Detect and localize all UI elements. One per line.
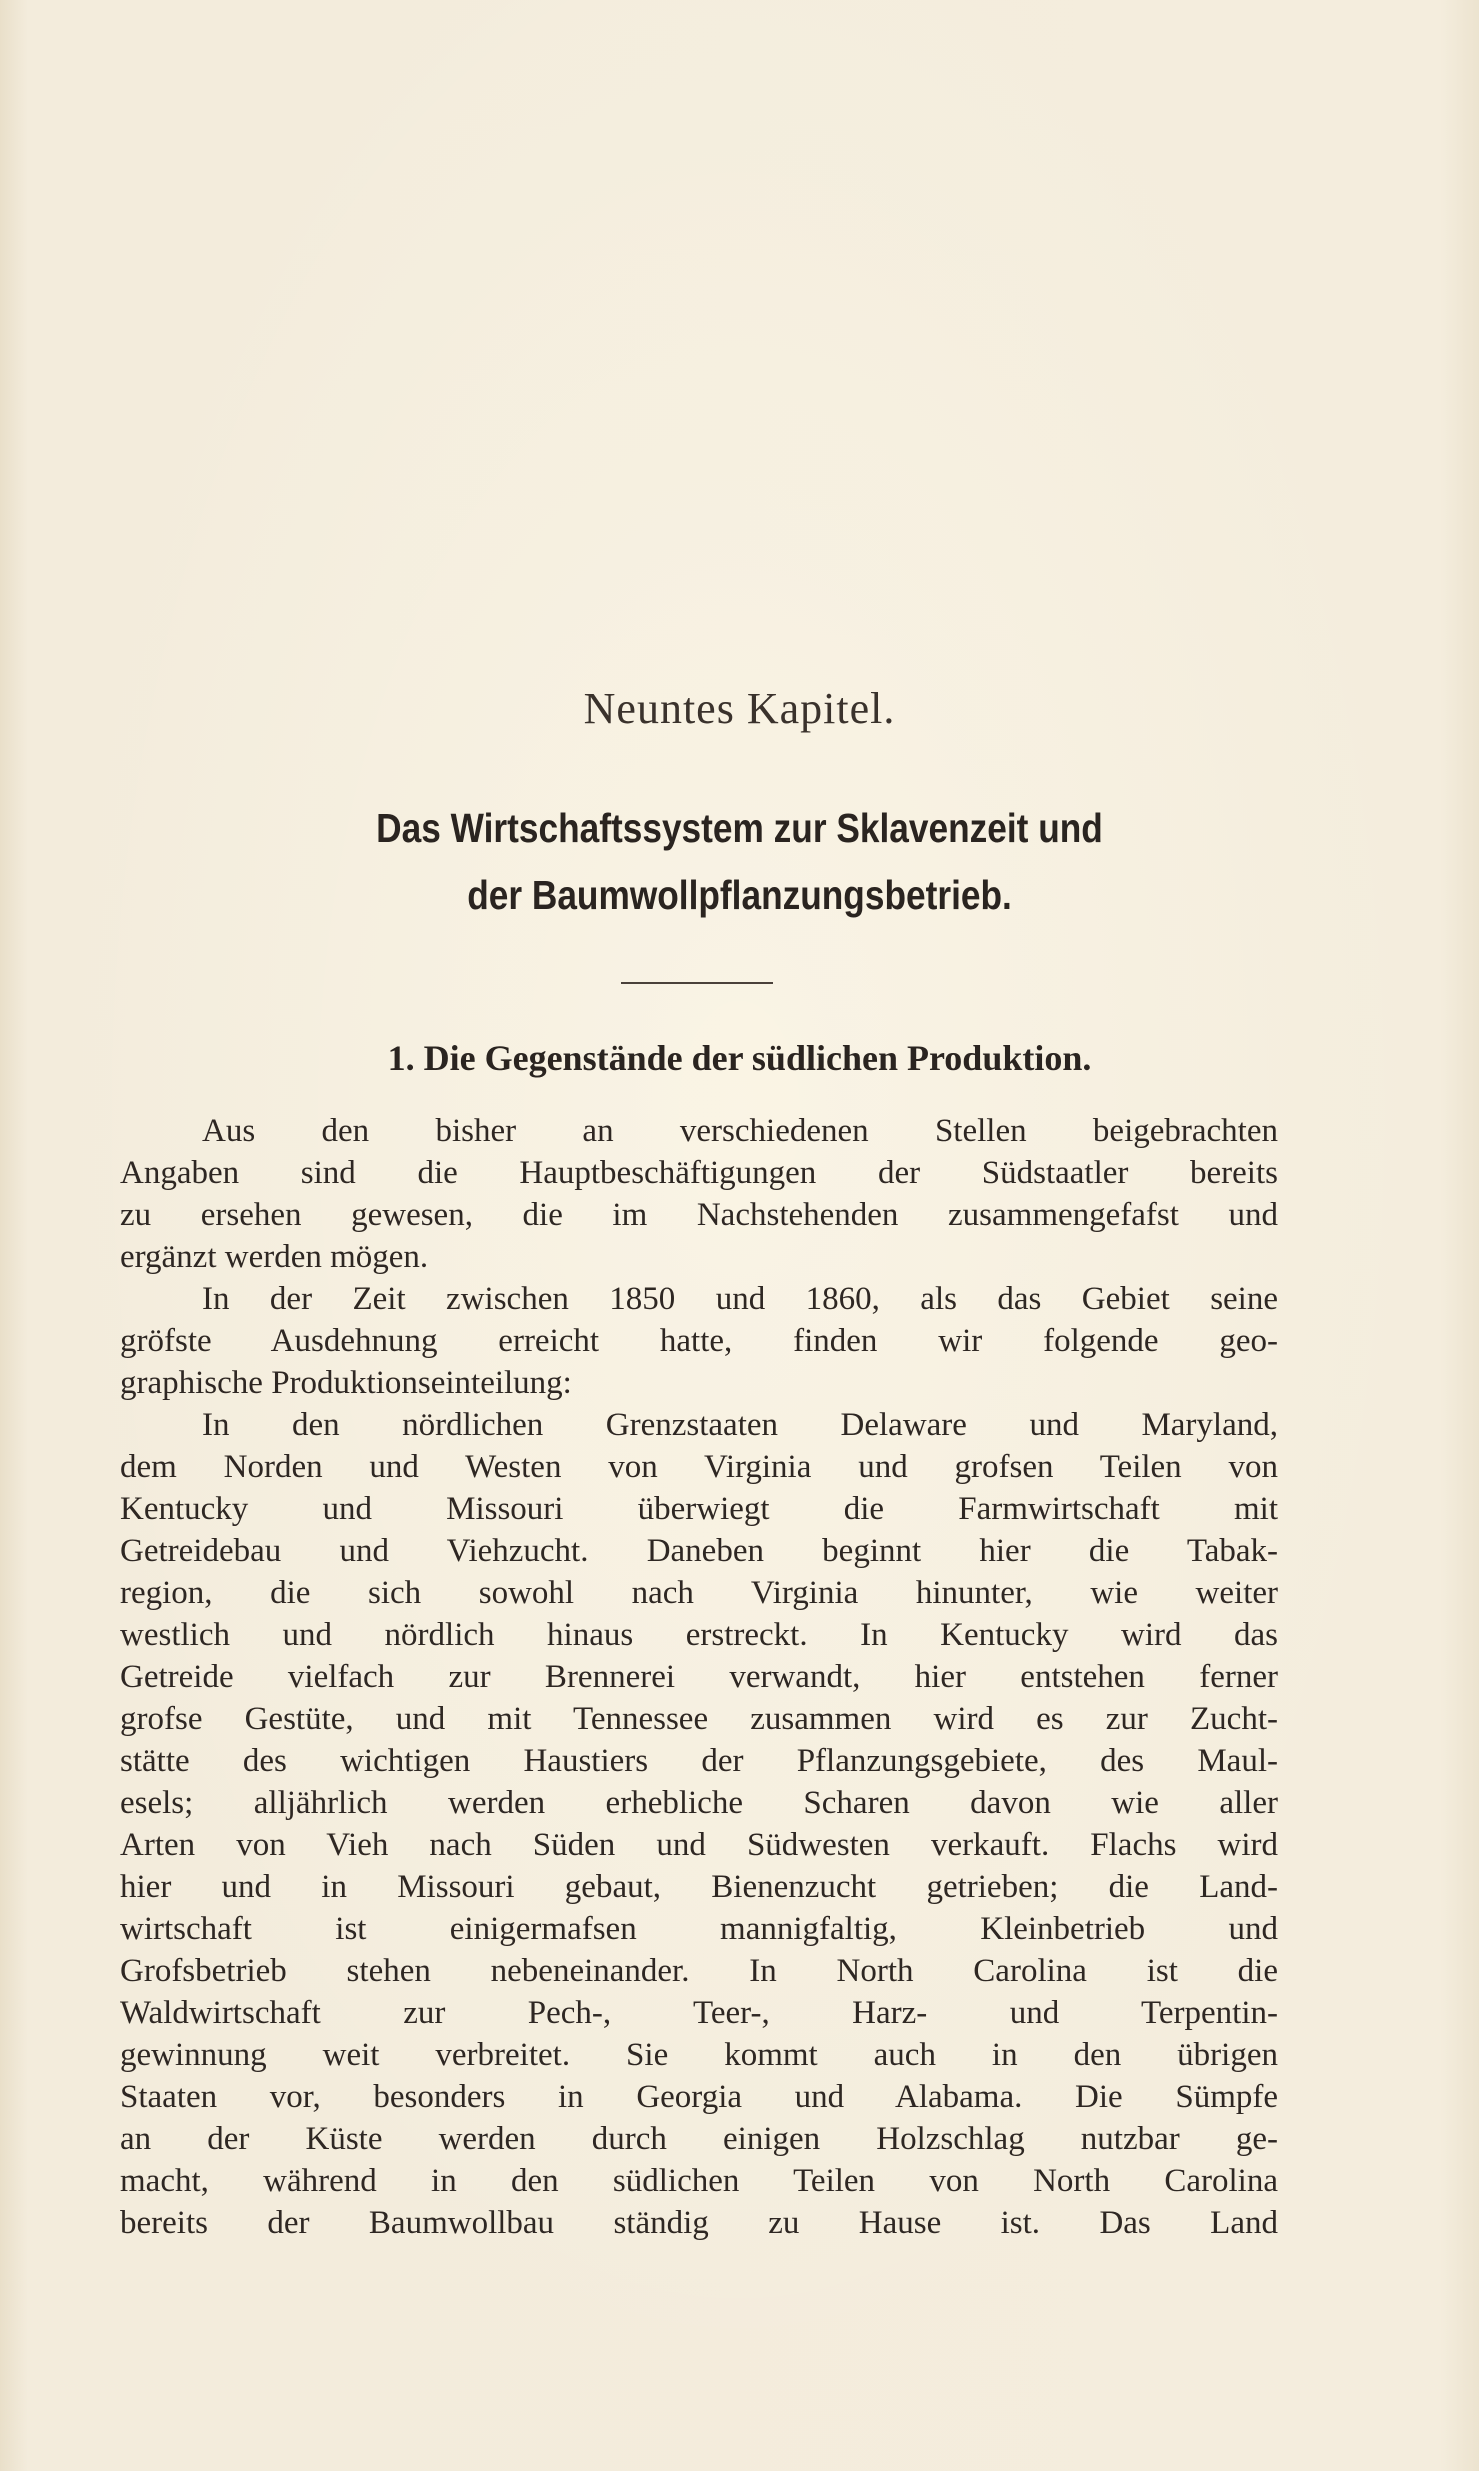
text-line: gröfste Ausdehnung erreicht hatte, finden wir folgende geo- — [120, 1323, 1278, 1359]
body-text — [120, 1110, 1278, 2244]
text-line: gewinnung weit verbreitet. Sie kommt auch in den übrigen — [120, 2037, 1278, 2073]
text-line: westlich und nördlich hinaus erstreckt. In Kentucky wird das — [120, 1617, 1278, 1653]
text-line: hier und in Missouri gebaut, Bienenzucht getrieben; die Land- — [120, 1869, 1278, 1905]
text-line: Kentucky und Missouri überwiegt die Farmwirtschaft mit — [120, 1491, 1278, 1527]
text-line: Getreide vielfach zur Brennerei verwandt, hier entstehen ferner — [120, 1659, 1278, 1695]
text-line: graphische Produktionseinteilung: — [120, 1365, 572, 1401]
text-line: Waldwirtschaft zur Pech-, Teer-, Harz- und Terpentin- — [120, 1995, 1278, 2031]
text-line: Aus den bisher an verschiedenen Stellen beigebrachten — [202, 1113, 1278, 1149]
text-line: macht, während in den südlichen Teilen von North Carolina — [120, 2163, 1278, 2199]
text-line: Arten von Vieh nach Süden und Südwesten verkauft. Flachs wird — [120, 1827, 1278, 1863]
text-line: esels; alljährlich werden erhebliche Scharen davon wie aller — [120, 1785, 1278, 1821]
title-divider — [621, 982, 773, 984]
text-line: Grofsbetrieb stehen nebeneinander. In North Carolina ist die — [120, 1953, 1278, 1989]
text-line: Getreidebau und Viehzucht. Daneben beginnt hier die Tabak- — [120, 1533, 1278, 1569]
text-line: an der Küste werden durch einigen Holzschlag nutzbar ge- — [120, 2121, 1278, 2157]
text-line: dem Norden und Westen von Virginia und grofsen Teilen von — [120, 1449, 1278, 1485]
text-line: bereits der Baumwollbau ständig zu Hause ist. Das Land — [120, 2205, 1278, 2241]
chapter-title — [104, 795, 1376, 929]
text-line: grofse Gestüte, und mit Tennessee zusammen wird es zur Zucht- — [120, 1701, 1278, 1737]
text-line: zu ersehen gewesen, die im Nachstehenden zusammengefafst und — [120, 1197, 1278, 1233]
text-line: Staaten vor, besonders in Georgia und Alabama. Die Sümpfe — [120, 2079, 1278, 2115]
text-line: Angaben sind die Hauptbeschäftigungen der Südstaatler bereits — [120, 1155, 1278, 1191]
text-line: ergänzt werden mögen. — [120, 1239, 429, 1275]
chapter-title-line-1: Das Wirtschaftssystem zur Sklavenzeit und — [376, 805, 1103, 851]
text-line: region, die sich sowohl nach Virginia hinunter, wie weiter — [120, 1575, 1278, 1611]
text-line: stätte des wichtigen Haustiers der Pflanzungsgebiete, des Maul- — [120, 1743, 1278, 1779]
text-line: wirtschaft ist einigermafsen mannigfaltig, Kleinbetrieb und — [120, 1911, 1278, 1947]
chapter-heading: Neuntes Kapitel. — [583, 684, 896, 733]
text-line: In den nördlichen Grenzstaaten Delaware und Maryland, — [202, 1407, 1278, 1443]
section-heading: 1. Die Gegenstände der südlichen Produktion. — [387, 1038, 1092, 1078]
text-line: In der Zeit zwischen 1850 und 1860, als das Gebiet seine — [202, 1281, 1278, 1317]
chapter-title-line-2: der Baumwollpflanzungsbetrieb. — [467, 872, 1012, 918]
